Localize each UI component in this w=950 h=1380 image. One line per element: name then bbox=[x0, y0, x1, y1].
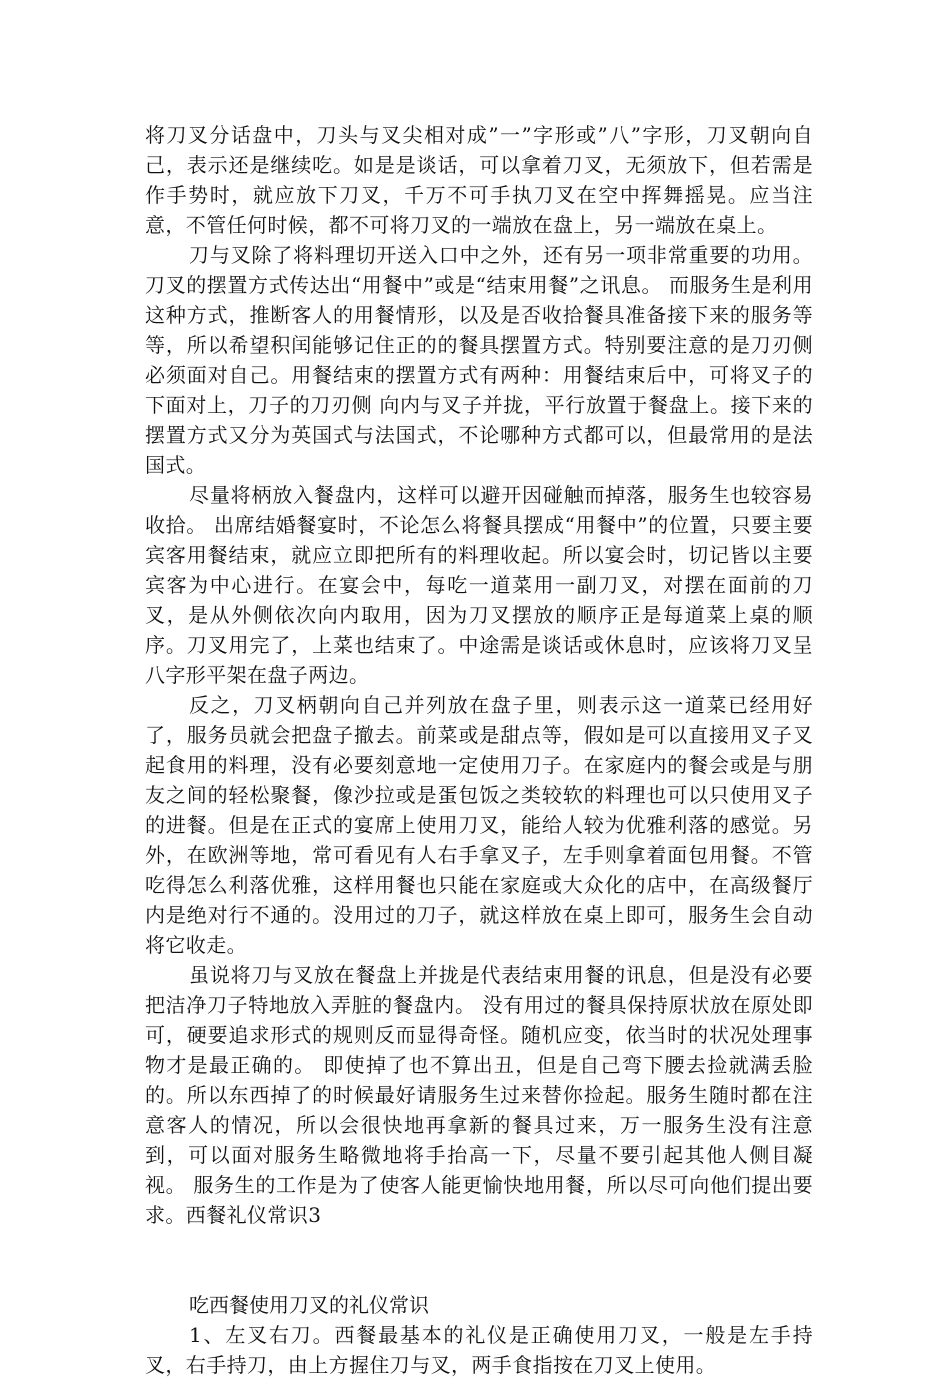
section-title: 吃西餐使用刀叉的礼仪常识 bbox=[189, 1293, 429, 1317]
paragraph-1: 将刀叉分话盘中，刀头与叉尖相对成”一”字形或”八”字形，刀叉朝向自己，表示还是继续吃。如是是谈话，可以拿着刀叉，无须放下，但若需是作手势时，就应放下刀叉，千万不可手执刀叉在空中挥舞摇晃。应当注意，不管任何时候，都不可将刀叉的一端放在盘上，另一端放在桌上。 bbox=[145, 123, 813, 237]
section-spacer bbox=[145, 1230, 813, 1290]
paragraph-2: 刀与叉除了将料理切开送入口中之外，还有另一项非常重要的功用。刀叉的摆置方式传达出“用餐中”或是“结束用餐”之讯息。 而服务生是利用这种方式，推断客人的用餐情形，以及是否收拾餐具准备接下来的服务等等，所以希望积闰能够记住正的的餐具摆置方式。特别要注意的是刀刃侧必须面对自己。用餐结束的摆置方式有两种：用餐结束后中，可将叉子的下面对上，刀子的刀刃侧 向内与叉子并拢，平行放置于餐盘上。接下来的摆置方式又分为英国式与法国式，不论哪种方式都可以，但最常用的是法国式。 bbox=[145, 243, 813, 477]
paragraph-4: 反之，刀叉柄朝向自己并列放在盘子里，则表示这一道菜已经用好了，服务员就会把盘子撤去。前菜或是甜点等，假如是可以直接用叉子叉起食用的料理，没有必要刻意地一定使用刀子。在家庭内的餐会或是与朋友之间的轻松聚餐，像沙拉或是蛋包饭之类较软的料理也可以只使用叉子的进餐。但是在正式的宴席上使用刀叉，能给人较为优雅利落的感觉。另外，在欧洲等地，常可看见有人右手拿叉子，左手则拿着面包用餐。不管吃得怎么利落优雅，这样用餐也只能在家庭或大众化的店中，在高级餐厅内是绝对行不通的。没用过的刀子，就这样放在桌上即可，服务生会自动将它收走。 bbox=[145, 693, 813, 957]
paragraph-5: 虽说将刀与叉放在餐盘上并拢是代表结束用餐的讯息，但是没有必要把洁净刀子特地放入弄脏的餐盘内。 没有用过的餐具保持原状放在原处即可，硬要追求形式的规则反而显得奇怪。随机应变，依当时的状况处理事物才是最正确的。 即使掉了也不算出丑，但是自己弯下腰去捡就满丢脸的。所以东西掉了的时候最好请服务生过来替你捡起。服务生随时都在注意客人的情况，所以会很快地再拿新的餐具过来，万一服务生没有注意到，可以面对服务生略微地将手抬高一下，尽量不要引起其他人侧目凝视。 服务生的工作是为了使客人能更愉快地用餐，所以尽可向他们提出要求。西餐礼仪常识3 bbox=[145, 963, 813, 1227]
document-body bbox=[145, 120, 813, 1380]
section-paragraph: 1、左叉右刀。西餐最基本的礼仪是正确使用刀叉，一般是左手持叉，右手持刀，由上方握住刀与叉，两手食指按在刀叉上使用。 bbox=[145, 1323, 813, 1377]
paragraph-3: 尽量将柄放入餐盘内，这样可以避开因碰触而掉落，服务生也较容易收拾。 出席结婚餐宴时，不论怎么将餐具摆成“用餐中”的位置，只要主要宾客用餐结束，就应立即把所有的料理收起。所以宴会时，切记皆以主要宾客为中心进行。在宴会中，每吃一道菜用一副刀叉，对摆在面前的刀叉，是从外侧依次向内取用，因为刀叉摆放的顺序正是每道菜上桌的顺序。刀叉用完了，上菜也结束了。中途需是谈话或休息时，应该将刀叉呈八字形平架在盘子两边。 bbox=[145, 483, 813, 687]
